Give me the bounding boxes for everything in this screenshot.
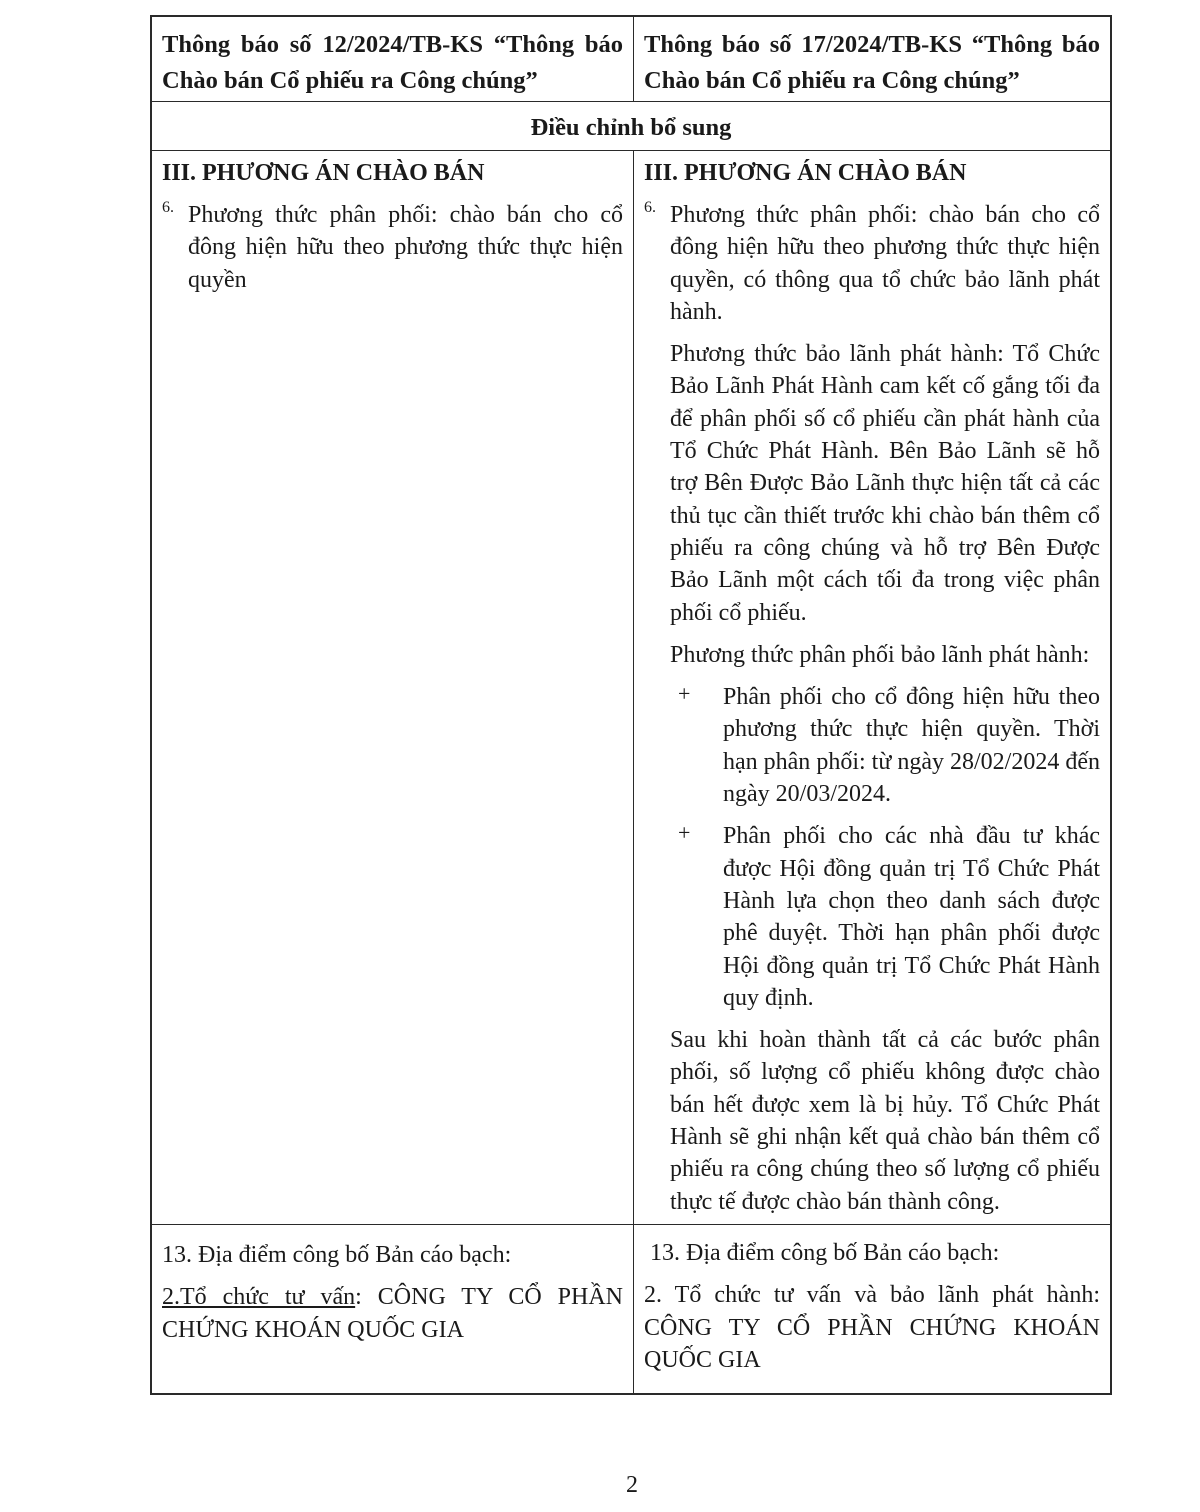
offering-plan-left bbox=[152, 151, 634, 1224]
prospectus-left bbox=[152, 1225, 634, 1393]
header-row bbox=[152, 17, 1110, 102]
advisor-line bbox=[162, 1281, 623, 1346]
distribution-intro: Phương thức phân phối bảo lãnh phát hành: bbox=[670, 641, 1090, 668]
advisor-line: 2. Tổ chức tư vấn và bảo lãnh phát hành: CÔNG TY CỔ PHẦN CHỨNG KHOÁN QUỐC GIA bbox=[644, 1282, 1100, 1373]
plus-bullet-icon: + bbox=[678, 820, 691, 846]
advisor-value: : CÔNG TY CỔ PHẦN CHỨNG KHOÁN QUỐC GIA bbox=[162, 1284, 623, 1343]
section-heading: III. PHƯƠNG ÁN CHÀO BÁN bbox=[644, 160, 967, 186]
bullet-item bbox=[644, 681, 1100, 810]
section-heading: III. PHƯƠNG ÁN CHÀO BÁN bbox=[162, 160, 485, 186]
offering-plan-row bbox=[152, 151, 1110, 1225]
underwriting-method-paragraph: Phương thức bảo lãnh phát hành: Tổ Chức Bảo Lãnh Phát Hành cam kết cố gắng tối đa để phân phối số cổ phiếu cần phát hành của Tổ Chức Phát Hành. Bên Bảo Lãnh sẽ hỗ trợ Bên Được Bảo Lãnh thực hiện tất cả các thủ tục cần thiết trước khi chào bán thêm cổ phiếu ra công chúng và hỗ trợ Bên Được Bảo Lãnh một cách tối đa trong việc phân phối cổ phiếu. bbox=[670, 341, 1100, 626]
comparison-table bbox=[150, 15, 1112, 1395]
header-left-notice: Thông báo số 12/2024/TB-KS “Thông báo Chào bán Cổ phiếu ra Công chúng” bbox=[152, 17, 634, 101]
offering-plan-right bbox=[634, 151, 1110, 1224]
prospectus-title: 13. Địa điểm công bố Bản cáo bạch: bbox=[650, 1240, 1000, 1266]
prospectus-title: 13. Địa điểm công bố Bản cáo bạch: bbox=[162, 1242, 512, 1268]
bullet-item bbox=[644, 820, 1100, 1014]
header-right-notice: Thông báo số 17/2024/TB-KS “Thông báo Chào bán Cổ phiếu ra Công chúng” bbox=[644, 31, 1100, 94]
span-title-row bbox=[152, 102, 1110, 151]
page-number: 2 bbox=[626, 1472, 638, 1498]
advisor-label: 2.Tổ chức tư vấn bbox=[162, 1284, 356, 1311]
item-number: 6. bbox=[644, 199, 656, 216]
item-number: 6. bbox=[162, 199, 174, 216]
prospectus-right bbox=[634, 1225, 1110, 1393]
item-text: Phương thức phân phối: chào bán cho cổ đông hiện hữu theo phương thức thực hiện quyền, có thông qua tổ chức bảo lãnh phát hành. bbox=[670, 202, 1100, 325]
item-text: Phương thức phân phối: chào bán cho cổ đông hiện hữu theo phương thức thực hiện quyền bbox=[188, 202, 623, 293]
item-6 bbox=[644, 199, 1100, 328]
final-paragraph: Sau khi hoàn thành tất cả các bước phân phối, số lượng cổ phiếu không được chào bán hết được xem là bị hủy. Tổ Chức Phát Hành sẽ ghi nhận kết quả chào bán thêm cổ phiếu ra công chúng theo số lượng cổ phiếu thực tế được chào bán thành công. bbox=[670, 1027, 1100, 1215]
item-6 bbox=[162, 199, 623, 296]
bullet-text: Phân phối cho cổ đông hiện hữu theo phương thức thực hiện quyền. Thời hạn phân phối: từ ngày 28/02/2024 đến ngày 20/03/2024. bbox=[723, 684, 1100, 808]
bullet-text: Phân phối cho các nhà đầu tư khác được Hội đồng quản trị Tổ Chức Phát Hành lựa chọn theo danh sách được phê duyệt. Thời hạn phân phối được Hội đồng quản trị Tổ Chức Phát Hành quy định. bbox=[723, 823, 1100, 1011]
plus-bullet-icon: + bbox=[678, 681, 691, 707]
prospectus-row bbox=[152, 1225, 1110, 1393]
span-title: Điều chỉnh bổ sung bbox=[530, 114, 732, 141]
